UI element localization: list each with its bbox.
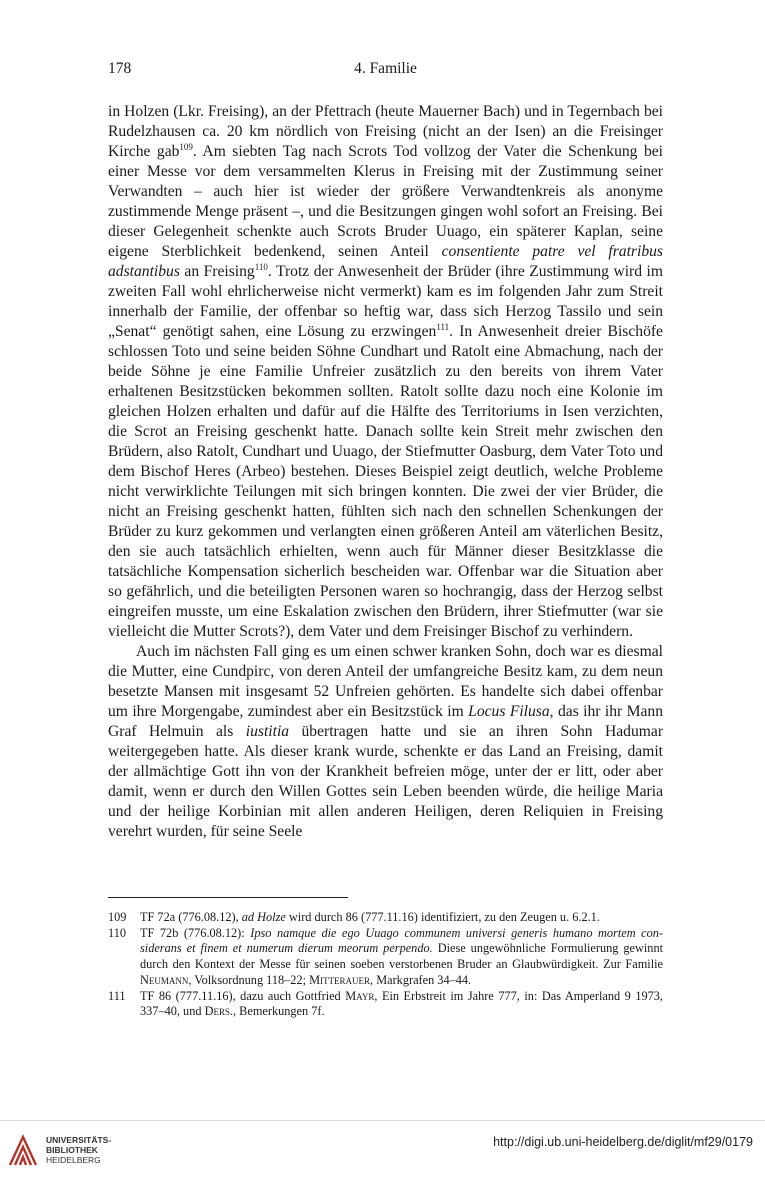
page-url-link[interactable]: http://digi.ub.uni-heidelberg.de/diglit/mf29/0179 xyxy=(493,1135,753,1149)
footnote-text: TF 86 (777.11.16), dazu auch Gottfried Mayr, Ein Erbstreit im Jahre 777, in: Das Amperland 9 1973, 337–40, und Ders., Bemerkungen 7f. xyxy=(140,988,663,1019)
footnote-111 xyxy=(108,989,663,1020)
footnote-ref: 111 xyxy=(436,321,450,332)
footnote-divider xyxy=(108,897,348,898)
footnote-109 xyxy=(108,910,663,926)
footnote-number: 109 xyxy=(108,910,127,924)
footnote-number: 110 xyxy=(108,925,126,940)
footnote-ref: 109 xyxy=(179,141,193,152)
footnote-110 xyxy=(108,926,663,989)
library-logo[interactable] xyxy=(8,1131,118,1171)
paragraph-2: Auch im nächsten Fall ging es um einen schwer kranken Sohn, doch war es diesmal die Mutter, eine Cundpirc, von deren Anteil der umfangreiche Besitz kam, zu dem neun besetzte Mansen mit insgesamt 52 Unfreien gehörten. Es handelte sich dabei offenbar um ihre Morgengabe, zumindest aber ein Besitzstück im Locus Filusa, das ihr ihr Mann Graf Helmuin als iustitia übertragen hatte und sie an ihren Sohn Hadumar weitergegeben hatte. Als dieser krank wurde, schenkte er das Land an Freising, damit der allmächtige Gott ihn von der Krankheit befreien möge, unter der er litt, oder aber damit, wenn er durch den Willen Gottes sein Leben beenden würde, die heilige Maria und der heilige Korbinian mit allen anderen Heiligen, deren Reliquien in Freising verehrt wurden, für seine Seele xyxy=(108,643,664,840)
footnote-text: TF 72a (776.08.12), ad Holze wird durch 86 (777.11.16) identifiziert, zu den Zeugen u. 6.2.1. xyxy=(140,910,600,924)
footnote-number: 111 xyxy=(108,988,126,1003)
main-text xyxy=(108,102,663,842)
logo-text: UNIVERSITÄTS- BIBLIOTHEK HEIDELBERG xyxy=(46,1135,112,1165)
footnote-ref: 110 xyxy=(254,261,268,272)
viewer-footer xyxy=(0,1120,765,1180)
running-head: 4. Familie xyxy=(354,60,417,77)
page-number: 178 xyxy=(108,60,132,77)
paragraph-1: in Holzen (Lkr. Freising), an der Pfettrach (heute Mauerner Bach) und in Tegernbach bei Rudelzhausen ca. 20 km nördlich von Freising (nicht an der Isen) an die Freisinger Kirche gab$^{109}$. Am siebten Tag nach Scrots Tod vollzog der Vater die Schenkung bei einer Messe vor dem versammelten Klerus in Freising mit der Zustimmung seiner Verwandten – auch hier ist wieder der größere Verwandtenkreis als anonyme zustimmende Menge präsent –, und die Besitzungen gingen wohl sofort an Freising. Bei dieser Gelegenheit schenkte auch Scrots Bruder Uuago, ein späterer Kaplan, seine eigene Sterblichkeit bedenkend, seinen Anteil consentiente patre vel fratribus adstantibus an Freising$^{110}$. Trotz der Anwesenheit der Brüder (ihre Zustimmung wird im zweiten Fall wohl ehrlicherweise nicht vermerkt) kam es im folgenden Jahr zum Streit innerhalb der Familie, der offenbar so heftig war, dass sich Herzog Tassilo und sein „Senat“ genötigt sahen, eine Lösung zu erzwingen$^{111}$. In Anwesenheit dreier Bischöfe schlossen Toto und seine beiden Söhne Cundhart und Ratolt eine Abmachung, nach der beide Söhne je eine Familie Unfreier zusätzlich zu den bereits von ihrem Vater erhaltenen Besitzstücken bekommen sollten. Ratolt sollte dazu noch eine Kolonie im gleichen Holzen erhalten und dafür auf die Hälfte des Territoriums in Isen verzichten, die Scrot an Freising geschenkt hatte. Danach sollte kein Streit mehr zwischen den Brüdern, also Ratolt, Cundhart und Uuago, der Stiefmutter Oasburg, dem Vater Toto und dem Bischof Heres (Arbeo) bestehen. Dieses Beispiel zeigt deutlich, welche Probleme nicht verwirklichte Teilungen mit sich bringen konnten. Die zwei der vier Brüder, die nicht an Freising geschenkt hatten, fühlten sich nach den schnellen Schenkungen der Brüder zu kurz gekommen und verlangten einen größeren Anteil am väterlichen Besitz, den sie auch tatsächlich erhielten, wenn auch für Männer dieser Besitzklasse die tatsächliche Kompensation sicherlich bescheiden war. Offenbar war die Situation aber so gefährlich, und die beteiligten Personen waren so hochrangig, dass der Herzog selbst eingreifen musste, um eine Eskalation zwischen den Brüdern, ihrer Stiefmutter (war sie vielleicht die Mutter Scrots?), dem Vater und dem Freisinger Bischof zu verhindern. xyxy=(108,103,663,640)
footnote-text: TF 72b (776.08.12): Ipso namque die ego Uuago communem universi generis humano mortem considerans et finem et numerum dierum meorum perpendo. Diese ungewöhnliche Formulierung gewinnt durch den Kontext der Messe für seinen soeben verstorbenen Bruder an Glaubwürdigkeit. Zur Familie Neumann, Volksordnung 118–22; Mitterauer, Markgrafen 34–44. xyxy=(140,925,664,987)
page-header xyxy=(108,60,663,84)
footnotes xyxy=(108,910,663,1020)
seal-icon xyxy=(8,1133,38,1167)
